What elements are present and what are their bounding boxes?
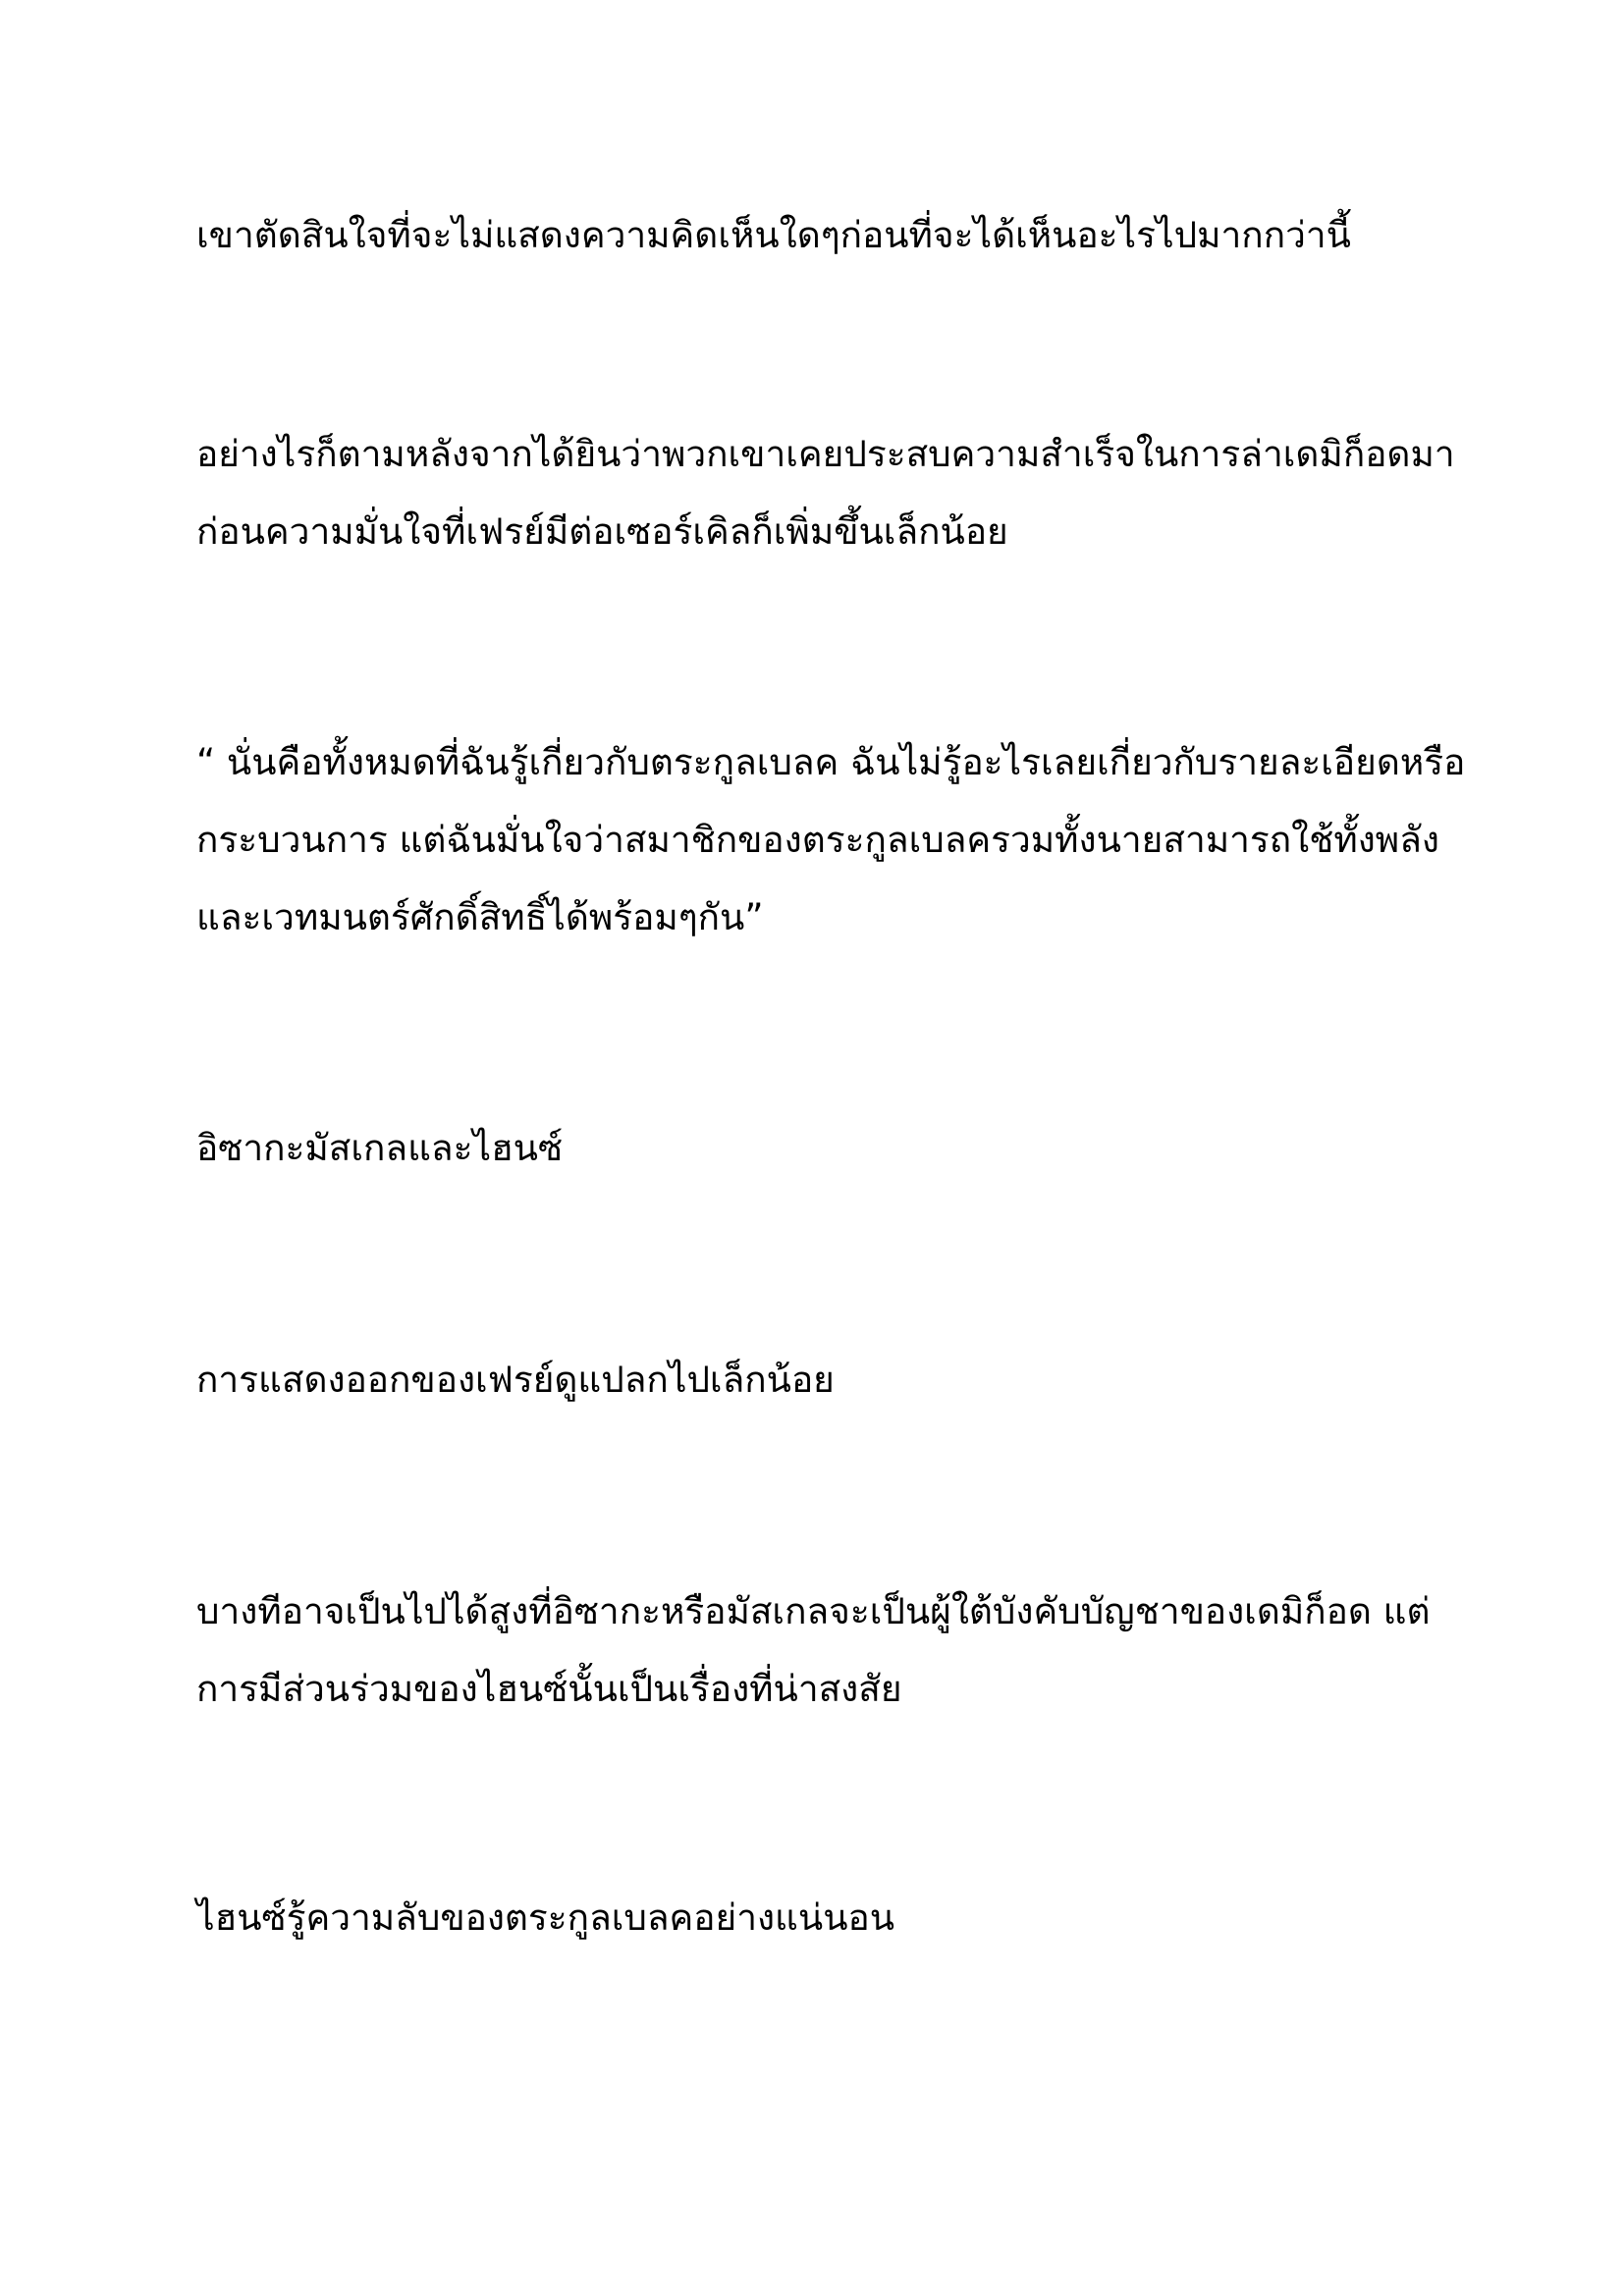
text-line: การมีส่วนร่วมของไฮนซ์นั้นเป็นเรื่องที่น่าสงสัย xyxy=(196,1668,902,1710)
text-line: อย่างไรก็ตามหลังจากได้ยินว่าพวกเขาเคยประสบความสำเร็จในการล่าเดมิก็อดมา xyxy=(196,433,1455,475)
paragraph xyxy=(196,1341,1434,1418)
text-line: และเวทมนตร์ศักดิ์สิทธิ์ได้พร้อมๆกัน” xyxy=(196,896,764,938)
text-line: “ นั่นคือทั้งหมดที่ฉันรู้เกี่ยวกับตระกูลเบลค ฉันไม่รู้อะไรเลยเกี่ยวกับรายละเอียดหรือ xyxy=(196,741,1466,783)
paragraph xyxy=(196,196,1434,274)
text-line: การแสดงออกของเฟรย์ดูแปลกไปเล็กน้อย xyxy=(196,1359,835,1401)
paragraph xyxy=(196,1879,1434,1956)
text-line: บางทีอาจเป็นไปได้สูงที่อิซากะหรือมัสเกลจะเป็นผู้ใต้บังคับบัญชาของเดมิก็อด แต่ xyxy=(196,1590,1431,1632)
text-line: เขาตัดสินใจที่จะไม่แสดงความคิดเห็นใดๆก่อนที่จะได้เห็นอะไรไปมากกว่านี้ xyxy=(196,214,1351,256)
paragraph xyxy=(196,1573,1434,1728)
text-line: ก่อนความมั่นใจที่เฟรย์มีต่อเซอร์เคิลก็เพิ่มขึ้นเล็กน้อย xyxy=(196,510,1008,553)
paragraph xyxy=(196,1109,1434,1187)
text-line: กระบวนการ แต่ฉันมั่นใจว่าสมาชิกของตระกูลเบลครวมทั้งนายสามารถใช้ทั้งพลัง xyxy=(196,819,1439,861)
text-line: ไฮนซ์รู้ความลับของตระกูลเบลคอย่างแน่นอน xyxy=(196,1896,895,1939)
paragraph xyxy=(196,415,1455,570)
paragraph xyxy=(196,723,1466,956)
text-line: อิซากะมัสเกลและไฮนซ์ xyxy=(196,1127,564,1169)
